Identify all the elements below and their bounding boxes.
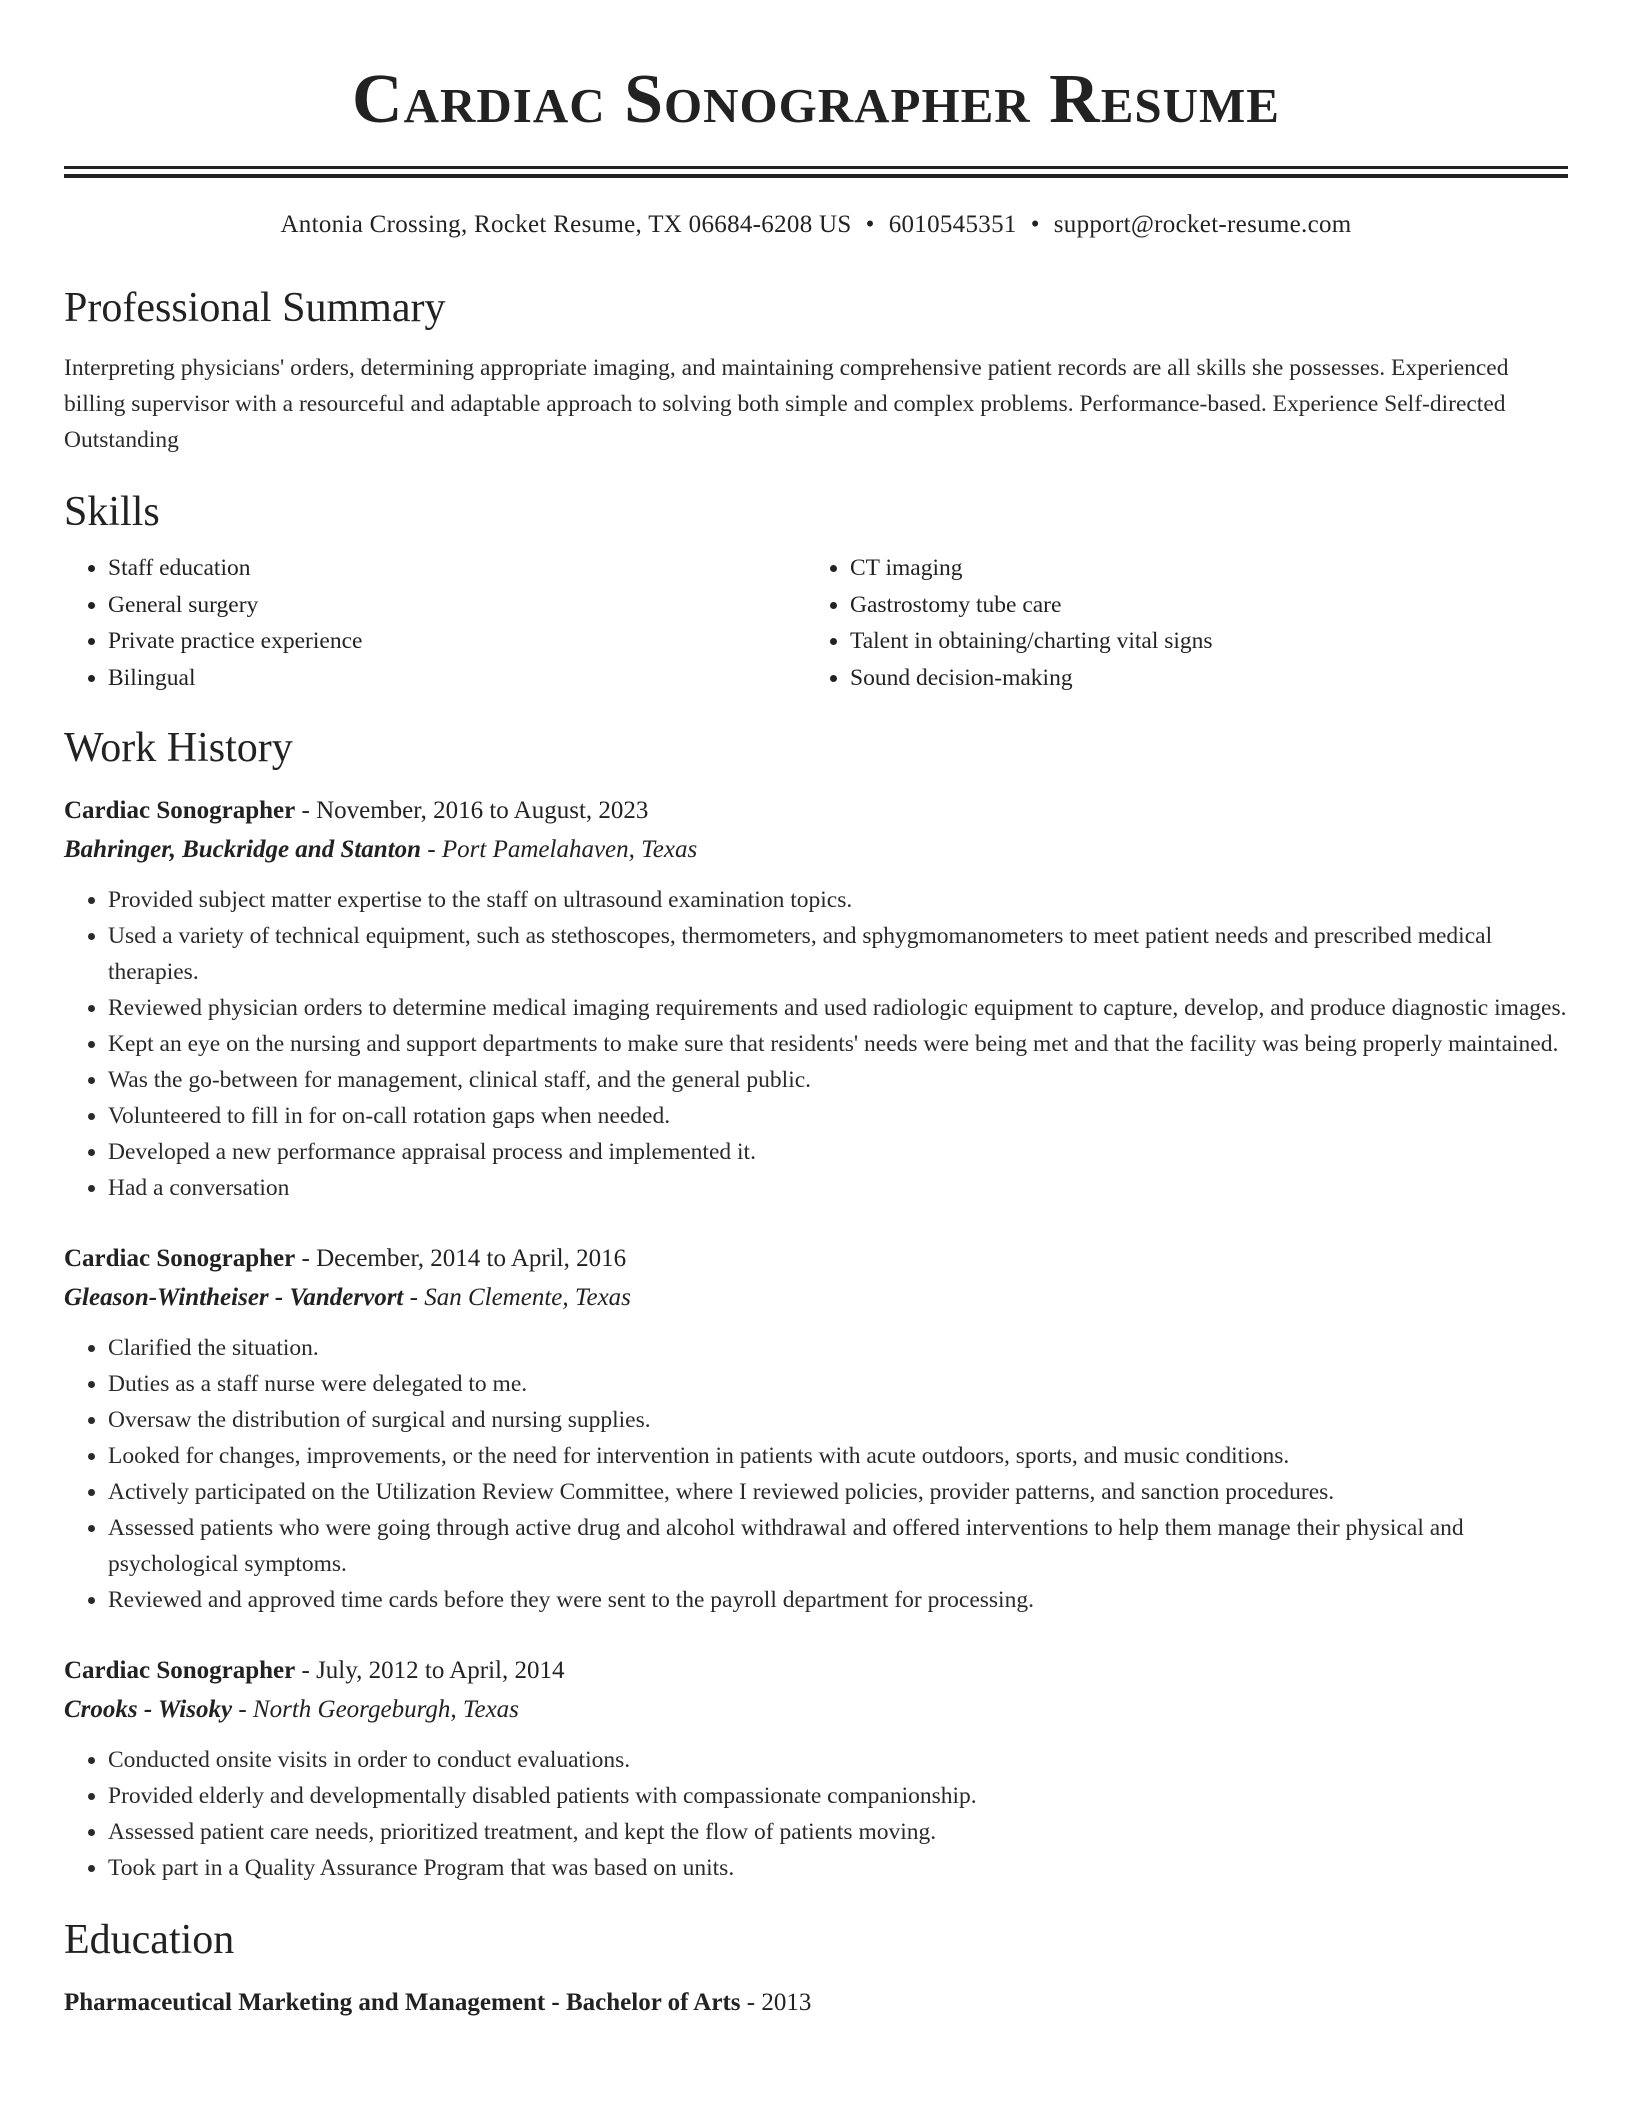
job-entry bbox=[64, 1652, 1568, 1886]
skills-column-left bbox=[64, 550, 806, 696]
job-bullet: • Was the go-between for management, clinical staff, and the general public. bbox=[108, 1062, 1568, 1098]
job-entry bbox=[64, 1240, 1568, 1618]
job-bullets bbox=[64, 882, 1568, 1206]
skills-grid bbox=[64, 550, 1568, 696]
job-bullet: • Provided elderly and developmentally disabled patients with compassionate companionship. bbox=[108, 1778, 1568, 1814]
job-bullet: • Looked for changes, improvements, or the need for intervention in patients with acute outdoors, sports, and music conditions. bbox=[108, 1438, 1568, 1474]
job-bullet: • Volunteered to fill in for on-call rotation gaps when needed. bbox=[108, 1098, 1568, 1134]
job-location: - San Clemente, Texas bbox=[403, 1284, 631, 1311]
job-bullet: • Duties as a staff nurse were delegated to me. bbox=[108, 1366, 1568, 1402]
skill-item: • CT imaging bbox=[850, 550, 1548, 587]
contact-line bbox=[64, 208, 1568, 242]
skill-item: • Talent in obtaining/charting vital signs bbox=[850, 623, 1548, 660]
job-bullet: • Reviewed physician orders to determine medical imaging requirements and used radiologic equipment to capture, develop, and produce diagnostic images. bbox=[108, 990, 1568, 1026]
skill-item: • Sound decision-making bbox=[850, 660, 1548, 697]
job-bullet: • Used a variety of technical equipment, such as stethoscopes, thermometers, and sphygmomanometers to meet patient needs and prescribed medical therapies. bbox=[108, 918, 1568, 990]
skills-column-right bbox=[806, 550, 1548, 696]
job-bullets bbox=[64, 1742, 1568, 1886]
education-entry bbox=[64, 1984, 1568, 2022]
job-bullet: • Had a conversation bbox=[108, 1170, 1568, 1206]
contact-separator: • bbox=[865, 211, 875, 238]
job-dates: - December, 2014 to April, 2016 bbox=[295, 1245, 627, 1272]
job-bullet: • Provided subject matter expertise to the staff on ultrasound examination topics. bbox=[108, 882, 1568, 918]
contact-separator: • bbox=[1030, 211, 1040, 238]
job-bullet: • Kept an eye on the nursing and support departments to make sure that residents' needs were being met and that the facility was being properly maintained. bbox=[108, 1026, 1568, 1062]
job-company: Gleason-Wintheiser - Vandervort bbox=[64, 1284, 404, 1311]
title-double-rule bbox=[64, 166, 1568, 178]
job-dates: - November, 2016 to August, 2023 bbox=[295, 797, 649, 824]
job-title: Cardiac Sonographer bbox=[64, 1245, 296, 1272]
job-location: - Port Pamelahaven, Texas bbox=[421, 836, 698, 863]
skill-item: • Gastrostomy tube care bbox=[850, 587, 1548, 624]
job-bullet: • Took part in a Quality Assurance Program that was based on units. bbox=[108, 1850, 1568, 1886]
job-bullet: • Assessed patients who were going through active drug and alcohol withdrawal and offered interventions to help them manage their physical and psychological symptoms. bbox=[108, 1510, 1568, 1582]
job-company-line bbox=[64, 830, 1568, 870]
job-bullet: • Assessed patient care needs, prioritized treatment, and kept the flow of patients moving. bbox=[108, 1814, 1568, 1850]
summary-text: Interpreting physicians' orders, determining appropriate imaging, and maintaining comprehensive patient records are all skills she possesses. Experienced billing supervisor with a resourceful and adaptable approach to solving both simple and complex problems. Performance-based. Experience Self-directed Outstanding bbox=[64, 355, 1509, 453]
job-title-line bbox=[64, 1240, 1568, 1278]
work-history-heading: Work History bbox=[64, 725, 293, 771]
job-dates: - July, 2012 to April, 2014 bbox=[295, 1657, 565, 1684]
job-company-line bbox=[64, 1690, 1568, 1730]
skill-item: • Private practice experience bbox=[108, 623, 806, 660]
education-year: - 2013 bbox=[740, 1989, 812, 2016]
summary-heading: Professional Summary bbox=[64, 285, 446, 331]
resume-title: Cardiac Sonographer Resume bbox=[352, 61, 1280, 138]
contact-phone: 6010545351 bbox=[888, 211, 1017, 238]
job-company: Crooks - Wisoky bbox=[64, 1696, 233, 1723]
contact-address: Antonia Crossing, Rocket Resume, TX 06684-6208 US bbox=[280, 211, 852, 238]
job-bullet: • Clarified the situation. bbox=[108, 1330, 1568, 1366]
job-company-line bbox=[64, 1278, 1568, 1318]
job-bullet: • Oversaw the distribution of surgical and nursing supplies. bbox=[108, 1402, 1568, 1438]
skill-item: • Bilingual bbox=[108, 660, 806, 697]
job-company: Bahringer, Buckridge and Stanton bbox=[64, 836, 422, 863]
skill-item: • Staff education bbox=[108, 550, 806, 587]
job-entry bbox=[64, 792, 1568, 1206]
job-title-line bbox=[64, 1652, 1568, 1690]
job-bullets bbox=[64, 1330, 1568, 1618]
education-heading: Education bbox=[64, 1917, 235, 1963]
contact-email: support@rocket-resume.com bbox=[1053, 211, 1352, 238]
job-bullet: • Conducted onsite visits in order to conduct evaluations. bbox=[108, 1742, 1568, 1778]
job-bullet: • Reviewed and approved time cards before they were sent to the payroll department for processing. bbox=[108, 1582, 1568, 1618]
skill-item: • General surgery bbox=[108, 587, 806, 624]
job-title: Cardiac Sonographer bbox=[64, 1657, 296, 1684]
skills-heading: Skills bbox=[64, 489, 160, 535]
job-bullet: • Developed a new performance appraisal process and implemented it. bbox=[108, 1134, 1568, 1170]
education-degree: Pharmaceutical Marketing and Management - Bachelor of Arts bbox=[64, 1989, 741, 2016]
job-bullet: • Actively participated on the Utilization Review Committee, where I reviewed policies, provider patterns, and sanction procedures. bbox=[108, 1474, 1568, 1510]
job-title: Cardiac Sonographer bbox=[64, 797, 296, 824]
job-title-line bbox=[64, 792, 1568, 830]
job-location: - North Georgeburgh, Texas bbox=[232, 1696, 519, 1723]
